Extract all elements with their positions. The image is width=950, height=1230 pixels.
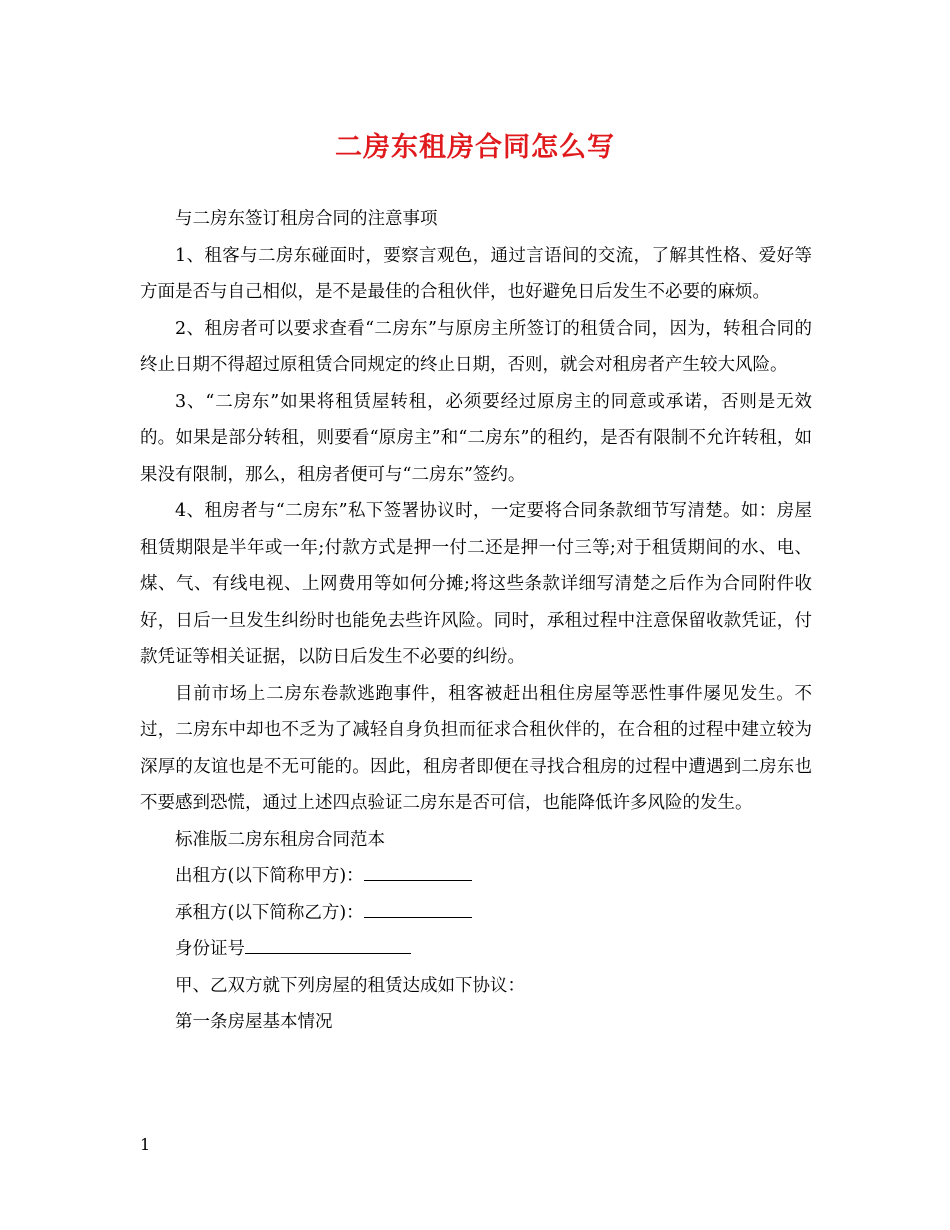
paragraph-summary: 目前市场上二房东卷款逃跑事件，租客被赶出租住房屋等恶性事件屡见发生。不过，二房东中却也不乏为了减轻自身负担而征求合租伙伴的，在合租的过程中建立较为深厚的友谊也是不无可能的。因此，租房者即便在寻找合租房的过程中遭遇到二房东也不要感到恐慌，通过上述四点验证二房东是否可信，也能降低许多风险的发生。 — [140, 683, 812, 813]
paragraph-notes-heading: 与二房东签订租房合同的注意事项 — [175, 209, 438, 229]
paragraph-template-heading: 标准版二房东租房合同范本 — [175, 829, 385, 850]
id-line — [140, 931, 812, 968]
agreement-line: 甲、乙双方就下列房屋的租赁达成如下协议： — [175, 975, 525, 996]
id-blank — [245, 935, 411, 954]
document-body — [140, 201, 812, 1041]
lessee-line — [140, 895, 812, 932]
lessee-label: 承租方(以下简称乙方)： — [175, 902, 364, 923]
article-one-heading: 第一条房屋基本情况 — [175, 1012, 333, 1032]
lessor-label: 出租方(以下简称甲方)： — [175, 866, 364, 886]
paragraph-point-3: 3、“二房东”如果将租赁屋转租，必须要经过原房主的同意或承诺，否则是无效的。如果是部分转租，则要看“原房主”和“二房东”的租约，是否有限制不允许转租，如果没有限制，那么，租房者便可与“二房东”签约。 — [140, 391, 812, 485]
id-label: 身份证号 — [175, 939, 245, 959]
paragraph-point-2: 2、租房者可以要求查看“二房东”与原房主所签订的租赁合同，因为，转租合同的终止日期不得超过原租赁合同规定的终止日期，否则，就会对租房者产生较大风险。 — [140, 318, 812, 375]
lessor-blank — [364, 862, 472, 881]
paragraph-point-1: 1、租客与二房东碰面时，要察言观色，通过言语间的交流，了解其性格、爱好等方面是否与自己相似，是不是最佳的合租伙伴，也好避免日后发生不必要的麻烦。 — [140, 245, 812, 302]
document-title: 二房东租房合同怎么写 — [335, 132, 615, 163]
paragraph-point-4: 4、租房者与“二房东”私下签署协议时，一定要将合同条款细节写清楚。如：房屋租赁期限是半年或一年;付款方式是押一付二还是押一付三等;对于租赁期间的水、电、煤、气、有线电视、上网费用等如何分摊;将这些条款详细写清楚之后作为合同附件收好，日后一旦发生纠纷时也能免去些许风险。同时，承租过程中注意保留收款凭证，付款凭证等相关证据，以防日后发生不必要的纠纷。 — [140, 501, 812, 667]
lessor-line — [140, 858, 812, 895]
page-number: 1 — [140, 1135, 151, 1154]
lessee-blank — [364, 898, 472, 917]
